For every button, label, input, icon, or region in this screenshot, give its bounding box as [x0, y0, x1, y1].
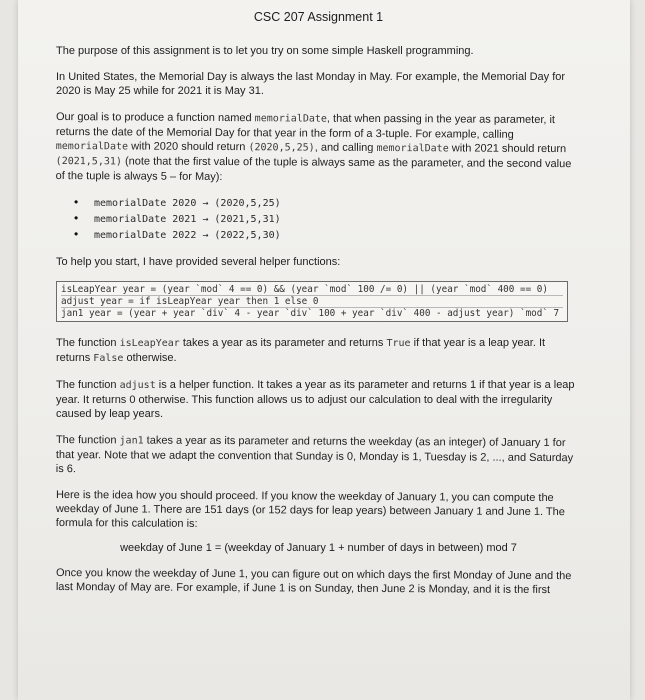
bullet-icon: •	[74, 195, 79, 209]
memorial-day-paragraph: In United States, the Memorial Day is always the last Monday in May. For example, the Memorial Day for 2020 is May 25 while for 2021 it is May 31.	[56, 71, 566, 97]
goal-text-1: Our goal is to produce a function named	[55, 110, 255, 125]
isleap-text-3: if that year is a leap year. It returns	[56, 337, 546, 364]
code-box	[56, 281, 568, 322]
isleap-text-4: otherwise.	[123, 352, 177, 364]
isleap-code-1: isLeapYear	[119, 338, 180, 349]
goal-text-4: , and calling	[314, 141, 377, 154]
goal-text-2: , that when passing in the year as parameter, it returns the date of the Memorial Day for that year in the form of a 3-tuple. For example, calling	[55, 112, 556, 141]
goal-code-3: (2020,5,25)	[248, 142, 315, 154]
list-item	[74, 227, 581, 243]
document-content	[56, 10, 581, 606]
adjust-text-1: The function	[56, 379, 120, 391]
goal-code-4: memorialDate	[376, 142, 449, 155]
goal-code-1: memorialDate	[254, 113, 327, 125]
goal-text-5: with 2021 should return	[448, 142, 567, 156]
isleap-text-1: The function	[56, 337, 120, 349]
example-text: memorialDate 2021 → (2021,5,31)	[94, 214, 281, 225]
isleap-text-2: takes a year as its parameter and returns	[179, 337, 387, 349]
goal-paragraph	[56, 110, 581, 186]
jan1-paragraph	[56, 433, 581, 479]
jan1-text-1: The function	[55, 433, 120, 447]
document-page	[18, 0, 630, 700]
list-item	[74, 195, 581, 211]
code-line-jan1: jan1 year = (year + year `div` 4 - year `div` 100 + year `div` 400 - adjust year) `mod` 7	[61, 307, 563, 319]
isleap-code-2: True	[386, 338, 411, 349]
goal-text-3: with 2020 should return	[127, 140, 249, 154]
once-paragraph: Once you know the weekday of June 1, you can figure out on which days the first Monday of June and the last Monday of May are. For example, if June 1 is on Sunday, then June 2 is Monday, and it is the first	[55, 567, 572, 597]
formula: weekday of June 1 = (weekday of January 1 + number of days in between) mod 7	[120, 542, 517, 554]
bullet-icon: •	[74, 211, 79, 225]
jan1-code-1: jan1	[119, 435, 144, 447]
list-item	[74, 211, 581, 227]
adjust-code-1: adjust	[119, 380, 156, 391]
isleapyear-paragraph	[56, 336, 581, 366]
isleap-code-3: False	[93, 353, 124, 364]
code-line-isleapyear: isLeapYear year = (year `mod` 4 == 0) && (year `mod` 100 /= 0) || (year `mod` 400 == 0)	[61, 284, 548, 295]
assignment-title: CSC 207 Assignment 1	[253, 10, 384, 24]
code-line-adjust: adjust year = if isLeapYear year then 1 else 0	[61, 295, 563, 307]
intro-paragraph: The purpose of this assignment is to let you try on some simple Haskell programming.	[56, 45, 474, 57]
examples-list	[56, 195, 581, 243]
helpers-intro: To help you start, I have provided several helper functions:	[56, 256, 341, 268]
adjust-text-2: is a helper function. It takes a year as its parameter and returns 1 if that year is a leap year. It returns 0 otherwise. This function allows us to adjust our calculation to deal with the irregularity caused by leap years.	[56, 379, 575, 420]
goal-code-5: (2021,5,31)	[55, 155, 122, 168]
example-text: memorialDate 2020 → (2020,5,25)	[94, 198, 281, 209]
bullet-icon: •	[74, 227, 79, 241]
example-text: memorialDate 2022 → (2022,5,30)	[94, 230, 281, 241]
idea-paragraph: Here is the idea how you should proceed. If you know the weekday of January 1, you can compute the weekday of June 1. There are 151 days (or 152 days for leap years) between January 1 and June 1. The formula for this calculation is:	[55, 488, 565, 530]
goal-text-6: (note that the first value of the tuple is always same as the parameter, and the second value of the tuple is always 5 – for May):	[55, 155, 572, 184]
jan1-text-2: takes a year as its parameter and returns the weekday (as an integer) of January 1 for that year. Note that we adapt the convention that Sunday is 0, Monday is 1, Tuesday is 2, ..., and Saturday is 6.	[55, 434, 574, 476]
goal-code-2: memorialDate	[55, 140, 129, 153]
adjust-paragraph	[56, 378, 581, 421]
